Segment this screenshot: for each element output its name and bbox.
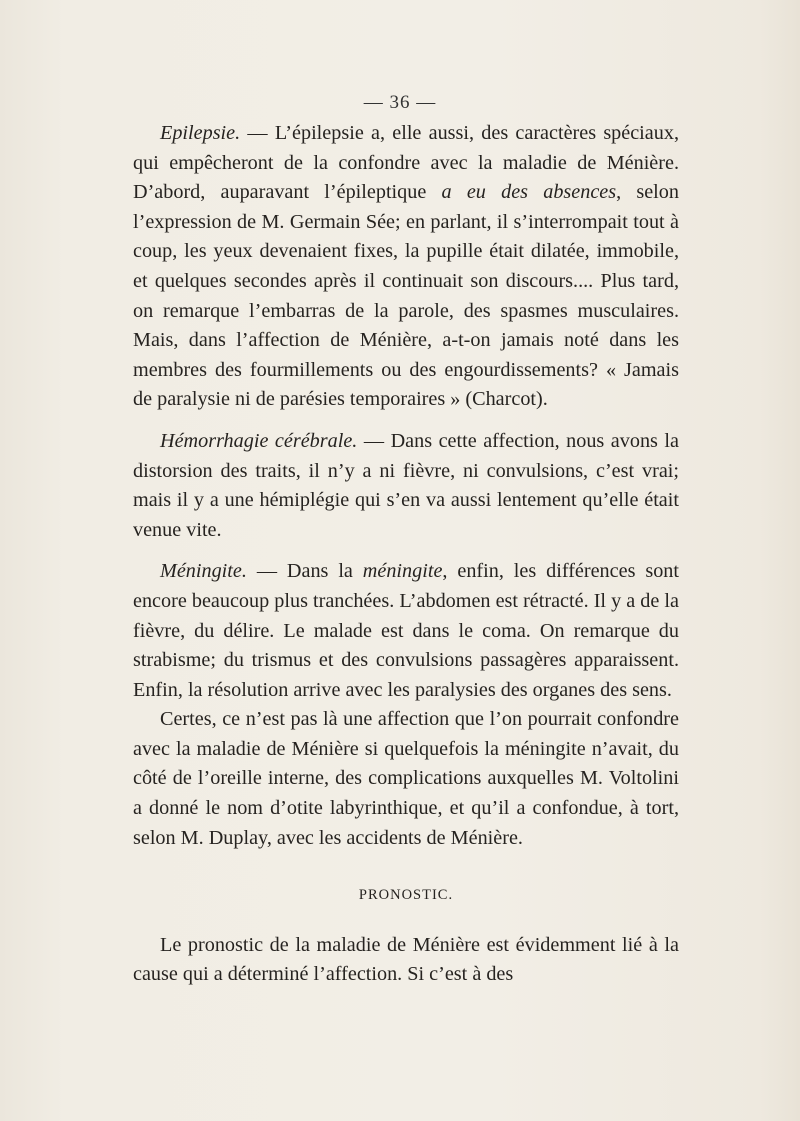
meningite-text-2: , enfin, les différences sont encore beaucoup plus tranchées. L’abdomen est rétracté. Il y a de la fièvre, du délire. Le malade est dans le coma. On remarque du strabisme; du trismus et des convulsions passagères apparaissent. Enfin, la résolution arrive avec les paralysies des organes des sens. — [133, 560, 679, 701]
page-body — [133, 119, 679, 990]
page-number: — 36 — — [363, 92, 437, 113]
epilepsie-text-1: — L’épilepsie a, elle aussi, des caractères spéciaux, qui empêcheront de la confondre avec la maladie de Ménière. D’abord, auparavant l’épileptique — [133, 122, 679, 204]
paragraph-certes: Certes, ce n’est pas là une affection que l’on pourrait confondre avec la maladie de Ménière si quelquefois la méningite n’avait, du côté de l’oreille interne, des complications auxquelles M. Voltolini a donné le nom d’otite labyrinthique, et qu’il a confondue, à tort, selon M. Duplay, avec les accidents de Ménière. — [133, 708, 679, 849]
epilepsie-emphasis: a eu des absences — [441, 181, 617, 204]
paragraph-epilepsie — [133, 119, 679, 415]
paragraph-pronostic: Le pronostic de la maladie de Ménière est évidemment lié à la cause qui a déterminé l’affection. Si c’est à des — [133, 933, 679, 986]
paragraph-meningite — [133, 557, 679, 705]
meningite-emphasis: méningite — [362, 560, 443, 583]
paragraph-hemorrhagie — [133, 427, 679, 545]
epilepsie-lead: Epilepsie. — [160, 122, 241, 144]
hemorrhagie-text: — Dans cette affection, nous avons la distorsion des traits, il n’y a ni fièvre, ni convulsions, c’est vrai; mais il y a une hémiplégie qui s’en va aussi lentement qu’elle était venue vite. — [133, 429, 679, 541]
meningite-lead: Méningite. — [160, 560, 247, 583]
epilepsie-text-2: , selon l’expression de M. Germain Sée; en parlant, il s’interrompait tout à coup, les yeux devenaient fixes, la pupille était dilatée, immobile, et quelques secondes après il continuait son discours.... Plus tard, on remarque l’embarras de la parole, des spasmes musculaires. Mais, dans l’affection de Ménière, a-t-on jamais noté dans les membres des fourmillements ou des engourdissements? « Jamais de paralysie ni de parésies temporaires » (Charcot). — [133, 181, 679, 411]
hemorrhagie-lead: Hémorrhagie cérébrale. — [160, 429, 358, 452]
section-heading-pronostic: PRONOSTIC. — [358, 887, 454, 904]
meningite-text-1: — Dans la — [246, 560, 363, 583]
